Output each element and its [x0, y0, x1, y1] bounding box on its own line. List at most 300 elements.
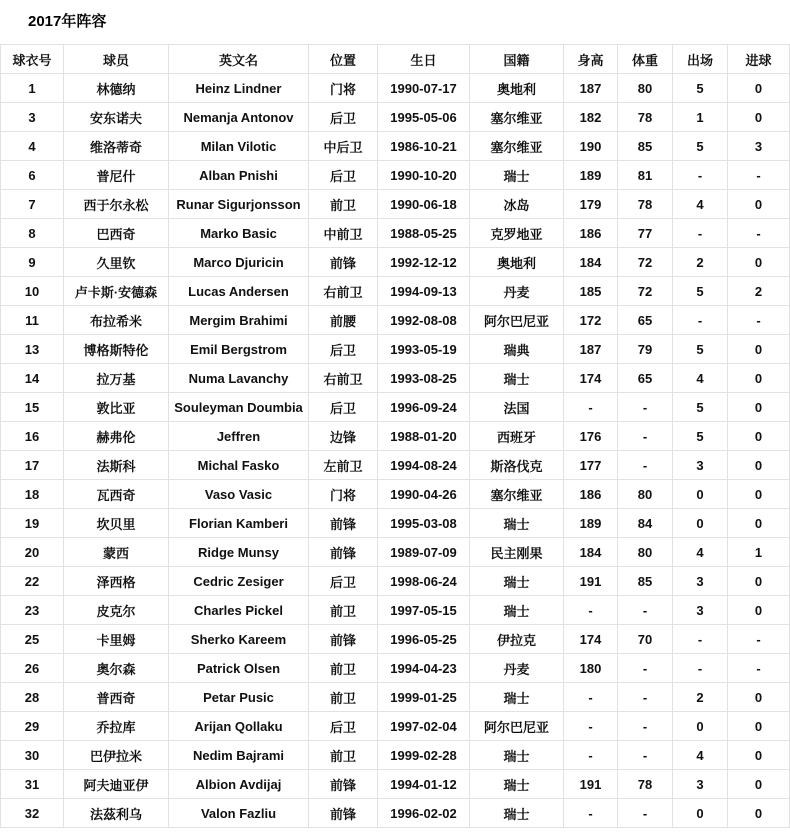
cell: 法国 [470, 393, 564, 422]
cell: 前腰 [309, 306, 378, 335]
player-row [1, 422, 790, 451]
cell: 卡里姆 [64, 625, 169, 654]
cell: 斯洛伐克 [470, 451, 564, 480]
cell: 1995-03-08 [378, 509, 470, 538]
cell: 81 [618, 161, 673, 190]
cell: 1997-05-15 [378, 596, 470, 625]
cell: 15 [1, 393, 64, 422]
cell: 塞尔维亚 [470, 103, 564, 132]
header-cell-3: 位置 [309, 45, 378, 74]
header-cell-4: 生日 [378, 45, 470, 74]
cell: 0 [728, 596, 790, 625]
cell: 22 [1, 567, 64, 596]
cell: 1988-01-20 [378, 422, 470, 451]
cell: 0 [728, 335, 790, 364]
cell: 民主刚果 [470, 538, 564, 567]
cell: 丹麦 [470, 654, 564, 683]
cell: 3 [728, 132, 790, 161]
player-row [1, 712, 790, 741]
cell: 1994-09-13 [378, 277, 470, 306]
cell: 1997-02-04 [378, 712, 470, 741]
cell: 189 [564, 509, 618, 538]
cell: - [564, 799, 618, 828]
cell: 77 [618, 219, 673, 248]
cell: 31 [1, 770, 64, 799]
cell: - [618, 422, 673, 451]
cell: - [728, 654, 790, 683]
cell: 巴伊拉米 [64, 741, 169, 770]
cell: 1 [728, 538, 790, 567]
header-cell-2: 英文名 [169, 45, 309, 74]
cell: Charles Pickel [169, 596, 309, 625]
player-row [1, 625, 790, 654]
cell: 丹麦 [470, 277, 564, 306]
cell: 1990-10-20 [378, 161, 470, 190]
player-row [1, 480, 790, 509]
cell: 坎贝里 [64, 509, 169, 538]
header-cell-8: 出场 [673, 45, 728, 74]
squad-table [0, 44, 790, 828]
cell: 174 [564, 364, 618, 393]
cell: 191 [564, 567, 618, 596]
cell: 80 [618, 538, 673, 567]
cell: 塞尔维亚 [470, 480, 564, 509]
cell: 1996-05-25 [378, 625, 470, 654]
cell: 0 [728, 422, 790, 451]
cell: 6 [1, 161, 64, 190]
cell: 20 [1, 538, 64, 567]
cell: 中后卫 [309, 132, 378, 161]
cell: - [618, 741, 673, 770]
header-cell-7: 体重 [618, 45, 673, 74]
cell: 瑞典 [470, 335, 564, 364]
cell: Florian Kamberi [169, 509, 309, 538]
player-row [1, 364, 790, 393]
cell: 后卫 [309, 393, 378, 422]
cell: - [618, 654, 673, 683]
cell: Souleyman Doumbia [169, 393, 309, 422]
cell: 1992-12-12 [378, 248, 470, 277]
cell: 65 [618, 306, 673, 335]
cell: 72 [618, 277, 673, 306]
cell: 0 [728, 364, 790, 393]
player-row [1, 103, 790, 132]
player-row [1, 596, 790, 625]
cell: 2 [728, 277, 790, 306]
cell: Sherko Kareem [169, 625, 309, 654]
cell: 186 [564, 480, 618, 509]
cell: 布拉希米 [64, 306, 169, 335]
cell: - [618, 451, 673, 480]
cell: 80 [618, 74, 673, 103]
cell: 0 [728, 248, 790, 277]
cell: 乔拉库 [64, 712, 169, 741]
cell: 179 [564, 190, 618, 219]
player-row [1, 190, 790, 219]
cell: - [564, 712, 618, 741]
cell: 法茲利乌 [64, 799, 169, 828]
cell: 前锋 [309, 625, 378, 654]
cell: 皮克尔 [64, 596, 169, 625]
cell: 79 [618, 335, 673, 364]
cell: 阿夫迪亚伊 [64, 770, 169, 799]
player-row [1, 567, 790, 596]
cell: 西班牙 [470, 422, 564, 451]
cell: 72 [618, 248, 673, 277]
cell: 林德纳 [64, 74, 169, 103]
cell: 瓦西奇 [64, 480, 169, 509]
cell: - [564, 393, 618, 422]
cell: 32 [1, 799, 64, 828]
cell: 1995-05-06 [378, 103, 470, 132]
player-row [1, 306, 790, 335]
cell: 前锋 [309, 248, 378, 277]
cell: 后卫 [309, 567, 378, 596]
header-cell-6: 身高 [564, 45, 618, 74]
cell: 瑞士 [470, 364, 564, 393]
cell: 78 [618, 190, 673, 219]
cell: 177 [564, 451, 618, 480]
cell: 0 [673, 799, 728, 828]
cell: 0 [728, 103, 790, 132]
cell: Nedim Bajrami [169, 741, 309, 770]
cell: 0 [728, 480, 790, 509]
cell: 5 [673, 422, 728, 451]
cell: 前锋 [309, 509, 378, 538]
cell: 奥地利 [470, 74, 564, 103]
cell: 1990-06-18 [378, 190, 470, 219]
cell: 0 [673, 712, 728, 741]
cell: 瑞士 [470, 509, 564, 538]
cell: 5 [673, 335, 728, 364]
cell: 1986-10-21 [378, 132, 470, 161]
cell: 0 [673, 509, 728, 538]
cell: 16 [1, 422, 64, 451]
cell: Valon Fazliu [169, 799, 309, 828]
player-row [1, 74, 790, 103]
player-row [1, 393, 790, 422]
cell: 0 [728, 567, 790, 596]
cell: 1988-05-25 [378, 219, 470, 248]
cell: 中前卫 [309, 219, 378, 248]
cell: 5 [673, 132, 728, 161]
cell: - [728, 625, 790, 654]
cell: 瑞士 [470, 161, 564, 190]
cell: 塞尔维亚 [470, 132, 564, 161]
cell: 维洛蒂奇 [64, 132, 169, 161]
cell: 瑞士 [470, 799, 564, 828]
cell: 190 [564, 132, 618, 161]
cell: 180 [564, 654, 618, 683]
player-row [1, 538, 790, 567]
cell: 前卫 [309, 654, 378, 683]
cell: 1990-07-17 [378, 74, 470, 103]
cell: 久里钦 [64, 248, 169, 277]
cell: 后卫 [309, 335, 378, 364]
cell: 右前卫 [309, 364, 378, 393]
cell: 伊拉克 [470, 625, 564, 654]
cell: 1 [673, 103, 728, 132]
cell: 1996-02-02 [378, 799, 470, 828]
player-row [1, 161, 790, 190]
cell: 29 [1, 712, 64, 741]
cell: 博格斯特伦 [64, 335, 169, 364]
cell: - [673, 161, 728, 190]
cell: 70 [618, 625, 673, 654]
cell: Marko Basic [169, 219, 309, 248]
player-row [1, 451, 790, 480]
cell: 189 [564, 161, 618, 190]
player-row [1, 770, 790, 799]
cell: 赫弗伦 [64, 422, 169, 451]
cell: 10 [1, 277, 64, 306]
cell: 78 [618, 770, 673, 799]
cell: 前锋 [309, 770, 378, 799]
cell: 右前卫 [309, 277, 378, 306]
cell: 0 [728, 741, 790, 770]
cell: 奥地利 [470, 248, 564, 277]
player-row [1, 248, 790, 277]
cell: 184 [564, 538, 618, 567]
cell: 3 [673, 567, 728, 596]
cell: 4 [673, 364, 728, 393]
player-row [1, 219, 790, 248]
cell: 普尼什 [64, 161, 169, 190]
player-row [1, 277, 790, 306]
cell: Arijan Qollaku [169, 712, 309, 741]
header-cell-9: 进球 [728, 45, 790, 74]
cell: Numa Lavanchy [169, 364, 309, 393]
cell: 0 [728, 509, 790, 538]
header-row [1, 45, 790, 74]
cell: 瑞士 [470, 683, 564, 712]
cell: 1994-04-23 [378, 654, 470, 683]
cell: 14 [1, 364, 64, 393]
cell: 4 [673, 538, 728, 567]
cell: 安东诺夫 [64, 103, 169, 132]
cell: 78 [618, 103, 673, 132]
cell: Cedric Zesiger [169, 567, 309, 596]
cell: 0 [728, 799, 790, 828]
cell: 0 [728, 683, 790, 712]
cell: 蒙西 [64, 538, 169, 567]
cell: 0 [728, 712, 790, 741]
cell: - [673, 654, 728, 683]
cell: 普西奇 [64, 683, 169, 712]
cell: 1994-01-12 [378, 770, 470, 799]
cell: - [673, 306, 728, 335]
player-row [1, 741, 790, 770]
cell: 191 [564, 770, 618, 799]
cell: 前卫 [309, 683, 378, 712]
cell: Nemanja Antonov [169, 103, 309, 132]
player-row [1, 132, 790, 161]
cell: - [564, 683, 618, 712]
cell: - [673, 625, 728, 654]
cell: Albion Avdijaj [169, 770, 309, 799]
cell: 左前卫 [309, 451, 378, 480]
cell: 13 [1, 335, 64, 364]
cell: - [728, 306, 790, 335]
player-row [1, 799, 790, 828]
cell: 7 [1, 190, 64, 219]
cell: 门将 [309, 480, 378, 509]
squad-table-body [1, 74, 790, 828]
cell: 0 [728, 74, 790, 103]
cell: - [618, 596, 673, 625]
cell: - [728, 161, 790, 190]
cell: 172 [564, 306, 618, 335]
header-cell-5: 国籍 [470, 45, 564, 74]
cell: 85 [618, 567, 673, 596]
cell: 1999-02-28 [378, 741, 470, 770]
cell: Emil Bergstrom [169, 335, 309, 364]
cell: 克罗地亚 [470, 219, 564, 248]
cell: 9 [1, 248, 64, 277]
cell: 1999-01-25 [378, 683, 470, 712]
cell: 0 [728, 190, 790, 219]
cell: 25 [1, 625, 64, 654]
cell: 0 [728, 451, 790, 480]
cell: 23 [1, 596, 64, 625]
cell: 182 [564, 103, 618, 132]
cell: 5 [673, 74, 728, 103]
cell: 1992-08-08 [378, 306, 470, 335]
cell: Patrick Olsen [169, 654, 309, 683]
cell: Michal Fasko [169, 451, 309, 480]
cell: - [618, 712, 673, 741]
cell: 84 [618, 509, 673, 538]
cell: 瑞士 [470, 741, 564, 770]
cell: 85 [618, 132, 673, 161]
cell: 17 [1, 451, 64, 480]
cell: - [673, 219, 728, 248]
cell: 敦比亚 [64, 393, 169, 422]
cell: - [618, 799, 673, 828]
cell: 0 [728, 770, 790, 799]
cell: 阿尔巴尼亚 [470, 712, 564, 741]
cell: 巴西奇 [64, 219, 169, 248]
cell: 法斯科 [64, 451, 169, 480]
cell: 18 [1, 480, 64, 509]
cell: 1993-08-25 [378, 364, 470, 393]
cell: Runar Sigurjonsson [169, 190, 309, 219]
cell: 1998-06-24 [378, 567, 470, 596]
cell: 8 [1, 219, 64, 248]
cell: 80 [618, 480, 673, 509]
cell: 1 [1, 74, 64, 103]
cell: 1990-04-26 [378, 480, 470, 509]
page-title: 2017年阵容 [28, 13, 107, 30]
cell: 门将 [309, 74, 378, 103]
cell: 3 [1, 103, 64, 132]
cell: 4 [673, 190, 728, 219]
cell: - [564, 741, 618, 770]
cell: Milan Vilotic [169, 132, 309, 161]
player-row [1, 654, 790, 683]
cell: 1989-07-09 [378, 538, 470, 567]
cell: 26 [1, 654, 64, 683]
cell: 5 [673, 393, 728, 422]
cell: 186 [564, 219, 618, 248]
cell: 阿尔巴尼亚 [470, 306, 564, 335]
cell: 西于尔永松 [64, 190, 169, 219]
cell: 174 [564, 625, 618, 654]
cell: 4 [1, 132, 64, 161]
cell: 2 [673, 248, 728, 277]
cell: 30 [1, 741, 64, 770]
cell: 185 [564, 277, 618, 306]
squad-table-header [1, 45, 790, 74]
cell: - [564, 596, 618, 625]
cell: 28 [1, 683, 64, 712]
cell: Petar Pusic [169, 683, 309, 712]
cell: 4 [673, 741, 728, 770]
cell: 3 [673, 596, 728, 625]
cell: 2 [673, 683, 728, 712]
cell: 65 [618, 364, 673, 393]
cell: Alban Pnishi [169, 161, 309, 190]
cell: Marco Djuricin [169, 248, 309, 277]
cell: - [618, 683, 673, 712]
header-cell-0: 球衣号 [1, 45, 64, 74]
cell: Jeffren [169, 422, 309, 451]
cell: - [618, 393, 673, 422]
cell: 拉万基 [64, 364, 169, 393]
cell: 瑞士 [470, 770, 564, 799]
cell: 1994-08-24 [378, 451, 470, 480]
cell: 前锋 [309, 799, 378, 828]
cell: 前锋 [309, 538, 378, 567]
player-row [1, 509, 790, 538]
cell: 5 [673, 277, 728, 306]
player-row [1, 683, 790, 712]
cell: 后卫 [309, 712, 378, 741]
cell: 187 [564, 335, 618, 364]
cell: 后卫 [309, 161, 378, 190]
cell: 19 [1, 509, 64, 538]
cell: 1996-09-24 [378, 393, 470, 422]
cell: 前卫 [309, 190, 378, 219]
cell: 3 [673, 451, 728, 480]
cell: 176 [564, 422, 618, 451]
cell: 冰岛 [470, 190, 564, 219]
cell: 瑞士 [470, 596, 564, 625]
cell: 瑞士 [470, 567, 564, 596]
cell: 0 [673, 480, 728, 509]
cell: 3 [673, 770, 728, 799]
cell: 泽西格 [64, 567, 169, 596]
cell: 184 [564, 248, 618, 277]
cell: 边锋 [309, 422, 378, 451]
cell: 卢卡斯·安德森 [64, 277, 169, 306]
cell: Heinz Lindner [169, 74, 309, 103]
cell: 11 [1, 306, 64, 335]
cell: 后卫 [309, 103, 378, 132]
cell: 奥尔森 [64, 654, 169, 683]
cell: 前卫 [309, 596, 378, 625]
player-row [1, 335, 790, 364]
cell: Ridge Munsy [169, 538, 309, 567]
cell: 187 [564, 74, 618, 103]
cell: Lucas Andersen [169, 277, 309, 306]
cell: 前卫 [309, 741, 378, 770]
cell: 1993-05-19 [378, 335, 470, 364]
cell: - [728, 219, 790, 248]
cell: 0 [728, 393, 790, 422]
header-cell-1: 球员 [64, 45, 169, 74]
cell: Mergim Brahimi [169, 306, 309, 335]
